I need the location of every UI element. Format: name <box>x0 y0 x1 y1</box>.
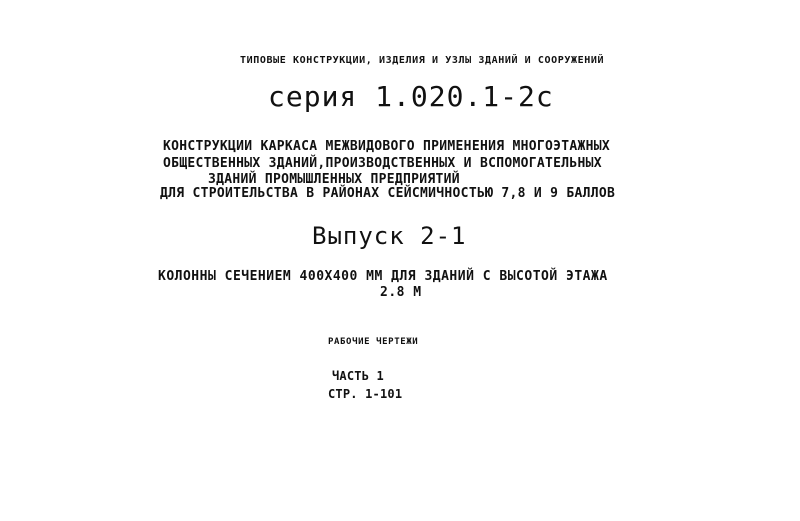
title-line-2: ОБЩЕСТВЕННЫХ ЗДАНИЙ,ПРОИЗВОДСТВЕННЫХ И ВСПОМОГАТЕЛЬНЫХ <box>163 156 602 171</box>
drawings-label: РАБОЧИЕ ЧЕРТЕЖИ <box>328 337 419 347</box>
title-line-3: ЗДАНИЙ ПРОМЫШЛЕННЫХ ПРЕДПРИЯТИЙ <box>208 172 460 187</box>
subtitle-line-2: 2.8 М <box>380 285 422 300</box>
header-text: ТИПОВЫЕ КОНСТРУКЦИИ, ИЗДЕЛИЯ И УЗЛЫ ЗДАНИЙ И СООРУЖЕНИЙ <box>240 55 605 66</box>
issue-label: Выпуск 2-1 <box>312 222 467 250</box>
series-number: серия 1.020.1-2с <box>268 80 554 113</box>
title-line-1: КОНСТРУКЦИИ КАРКАСА МЕЖВИДОВОГО ПРИМЕНЕНИЯ МНОГОЭТАЖНЫХ <box>163 139 610 154</box>
subtitle-line-1: КОЛОННЫ СЕЧЕНИЕМ 400Х400 ММ ДЛЯ ЗДАНИЙ С ВЫСОТОЙ ЭТАЖА <box>158 269 608 284</box>
title-line-4: ДЛЯ СТРОИТЕЛЬСТВА В РАЙОНАХ СЕЙСМИЧНОСТЬЮ 7,8 И 9 БАЛЛОВ <box>160 186 616 201</box>
part-label: ЧАСТЬ 1 <box>332 369 384 383</box>
pages-label: СТР. 1-101 <box>328 387 403 401</box>
